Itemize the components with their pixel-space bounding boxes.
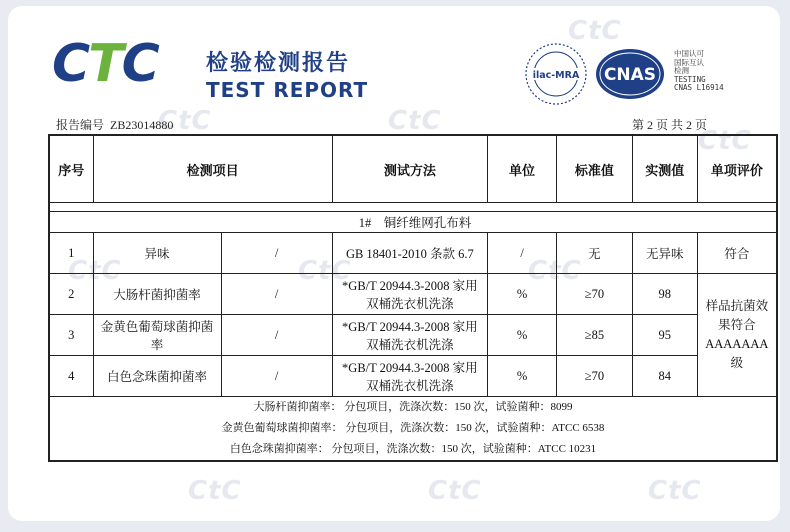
watermark: CtC (298, 256, 352, 286)
col-header-standard: 标准值 (557, 135, 633, 203)
table-row: 4 白色念珠菌抑菌率 / *GB/T 20944.3-2008 家用双桶洗衣机洗涤 % ≥70 84 (49, 356, 777, 397)
col-header-item: 检测项目 (93, 135, 332, 203)
col-header-result: 实测值 (632, 135, 697, 203)
test-results-table (48, 134, 778, 462)
cnas-logo (594, 46, 666, 102)
watermark: CtC (698, 126, 752, 156)
col-header-method: 测试方法 (332, 135, 487, 203)
table-row: 3 金黄色葡萄球菌抑菌率 / *GB/T 20944.3-2008 家用双桶洗衣机洗涤 % ≥85 95 (49, 315, 777, 356)
report-title-en: TEST REPORT (206, 78, 369, 102)
note-line: 大肠杆菌抑菌率： 分包项目，洗涤次数：150 次，试验菌种：8099 (253, 401, 573, 413)
watermark: CtC (158, 106, 212, 136)
watermark: CtC (528, 256, 582, 286)
watermark: CtC (388, 106, 442, 136)
note-line: 金黄色葡萄球菌抑菌率： 分包项目，洗涤次数：150 次，试验菌种：ATCC 6538 (221, 422, 605, 434)
report-card (8, 6, 780, 521)
report-title-cn: 检验检测报告 (206, 51, 351, 76)
svg-text:CNAS: CNAS (603, 65, 657, 85)
watermark: CtC (648, 476, 702, 506)
watermark: CtC (428, 476, 482, 506)
note-line: 白色念珠菌抑菌率： 分包项目，洗涤次数：150 次，试验菌种：ATCC 10231 (229, 443, 597, 455)
sample-row: 1# 铜纤维网孔布料 (49, 212, 777, 233)
watermark: CtC (188, 476, 242, 506)
col-header-no: 序号 (49, 135, 93, 203)
cnas-accreditation-text: 中国认可 国际互认 检测 TESTING CNAS L16914 (674, 49, 724, 92)
watermark: CtC (68, 256, 122, 286)
col-header-unit: 单位 (487, 135, 556, 203)
ctc-logo: CTC (52, 34, 158, 94)
svg-text:ilac-MRA: ilac-MRA (532, 70, 580, 81)
report-number: 报告编号 ZB23014880 (56, 118, 174, 132)
merged-evaluation: 样品抗菌效果符合AAAAAAA级 (697, 274, 777, 397)
watermark: CtC (568, 16, 622, 46)
ilac-mra-logo (524, 42, 588, 106)
notes-row (49, 397, 777, 462)
table-row: 1 异味 / GB 18401-2010 条款 6.7 / 无 无异味 符合 (49, 233, 777, 274)
table-row: 2 大肠杆菌抑菌率 / *GB/T 20944.3-2008 家用双桶洗衣机洗涤 % ≥70 98 样品抗菌效果符合AAAAAAA级 (49, 274, 777, 315)
col-header-evaluation: 单项评价 (697, 135, 777, 203)
page-info: 第 2 页 共 2 页 (632, 118, 708, 132)
